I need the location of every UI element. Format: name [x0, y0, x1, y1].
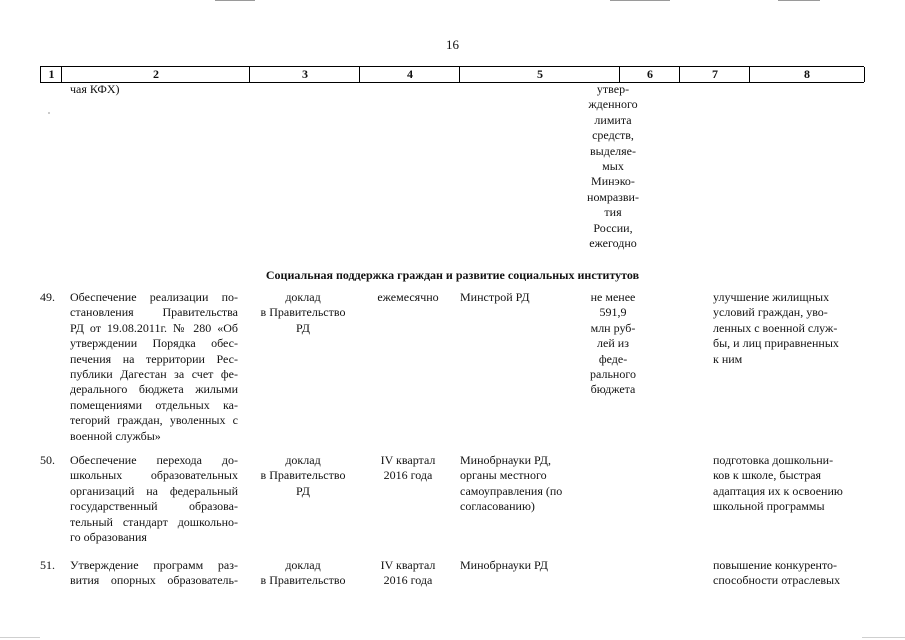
- row-funding: [580, 290, 646, 398]
- responsible-line: Минобрнауки РД,: [460, 453, 551, 467]
- action-line: Обеспечение реализации по-: [70, 290, 238, 304]
- result-line: бы, и лиц приравненных: [713, 336, 839, 351]
- section-title: Социальная поддержка граждан и развитие социальных институтов: [265, 268, 640, 282]
- row-report-form: [250, 453, 356, 499]
- report-line: доклад: [285, 453, 321, 467]
- page-number: 16: [446, 37, 459, 52]
- result-line: к ним: [713, 351, 743, 366]
- funding-line: феде-: [598, 351, 628, 366]
- deadline-line: 2016 года: [383, 468, 433, 483]
- action-line: становления Правительства: [70, 305, 238, 320]
- header-col-5: 5: [459, 67, 620, 82]
- bottom-edge-line-2: [862, 637, 905, 638]
- report-line: доклад: [285, 558, 321, 572]
- responsible-line: самоуправления (по: [460, 483, 563, 498]
- action-line: помещениями отдельных ка-: [70, 397, 238, 412]
- report-line: в Правительство: [260, 573, 346, 588]
- continued-col6-line: ежегодно: [589, 236, 637, 251]
- report-line: в Правительство: [260, 468, 346, 483]
- header-col-2: 2: [61, 67, 250, 82]
- bottom-edge-line-1: [0, 637, 40, 638]
- row-responsible: [460, 453, 585, 515]
- responsible-line: Минстрой РД: [460, 290, 530, 304]
- header-col-6: 6: [619, 67, 680, 82]
- header-col-1: 1: [40, 67, 62, 82]
- row-result: [713, 558, 861, 589]
- report-line: РД: [296, 483, 310, 498]
- header-col-3: 3: [249, 67, 360, 82]
- row-action: [70, 453, 238, 545]
- report-line: доклад: [285, 290, 321, 304]
- continued-col6-line: тия: [604, 205, 622, 220]
- result-line: способности отраслевых: [713, 573, 841, 588]
- row-responsible: [460, 558, 585, 573]
- row-deadline: [366, 558, 450, 589]
- row-report-form: [250, 558, 356, 589]
- action-line: организаций на федеральный: [70, 483, 238, 498]
- result-line: условий граждан, уво-: [713, 305, 828, 320]
- continued-col6-line: средств,: [592, 128, 634, 143]
- row-result: [713, 453, 861, 515]
- action-line: государственный образова-: [70, 499, 238, 514]
- top-edge-line-3: [778, 0, 820, 1]
- row-number: 50.: [40, 453, 55, 467]
- header-col-8: 8: [749, 67, 865, 82]
- action-line: тегорий граждан, уволенных с: [70, 413, 238, 428]
- deadline-line: IV квартал: [380, 558, 436, 572]
- result-line: повышение конкуренто-: [713, 558, 838, 572]
- responsible-line: Минобрнауки РД: [460, 558, 548, 572]
- result-line: подготовка дошкольни-: [713, 453, 834, 467]
- header-col-4: 4: [359, 67, 460, 82]
- row-action: [70, 290, 238, 444]
- continued-col6-line: утвер-: [596, 82, 630, 96]
- row-number: 51.: [40, 558, 55, 572]
- top-edge-line-2: [610, 0, 670, 1]
- row-result: [713, 290, 861, 367]
- action-line: вития опорных образователь-: [70, 573, 238, 588]
- funding-line: лей из: [597, 336, 629, 351]
- row-action: [70, 558, 238, 589]
- action-line: печения на территории Рес-: [70, 351, 238, 366]
- funding-line: рального: [590, 367, 636, 382]
- action-line: го образования: [70, 530, 147, 545]
- action-line: Обеспечение перехода до-: [70, 453, 238, 467]
- row-deadline: [366, 290, 450, 305]
- funding-line: млн руб-: [590, 320, 636, 335]
- action-line: школьных образовательных: [70, 468, 238, 483]
- result-line: адаптация их к освоению: [713, 483, 843, 498]
- continued-col6-line: мых: [602, 159, 624, 174]
- action-line: дерального бюджета жилыми: [70, 382, 238, 397]
- continued-col6: [580, 82, 646, 251]
- action-line: Утверждение программ раз-: [70, 558, 238, 572]
- header-col-7: 7: [679, 67, 750, 82]
- continued-col6-line: жденного: [588, 97, 638, 112]
- continued-col6-line: лимита: [594, 112, 632, 127]
- action-line: тельный стандарт дошкольно-: [70, 514, 238, 529]
- result-line: ленных с военной служ-: [713, 320, 838, 335]
- report-line: РД: [296, 320, 310, 335]
- scan-speck: [48, 112, 50, 114]
- action-line: утверждении Порядка обес-: [70, 336, 238, 351]
- row-deadline: [366, 453, 450, 484]
- report-line: в Правительство: [260, 305, 346, 320]
- continued-col6-line: номразви-: [587, 189, 639, 204]
- deadline-line: ежемесячно: [377, 290, 439, 304]
- continued-col2: чая КФХ): [70, 82, 120, 96]
- funding-line: 591,9: [599, 305, 627, 320]
- continued-col6-line: выделяе-: [590, 143, 636, 158]
- responsible-line: согласованию): [460, 499, 535, 514]
- table-header-row: [40, 66, 864, 83]
- result-line: улучшение жилищных: [713, 290, 830, 304]
- action-line: военной службы»: [70, 428, 161, 443]
- continued-col6-line: Минэко-: [591, 174, 635, 189]
- row-number: 49.: [40, 290, 55, 304]
- responsible-line: органы местного: [460, 468, 547, 483]
- action-line: РД от 19.08.2011г. № 280 «Об: [70, 320, 238, 335]
- funding-line: не менее: [590, 290, 636, 304]
- funding-line: бюджета: [590, 382, 636, 397]
- row-responsible: [460, 290, 585, 305]
- continued-col6-line: России,: [593, 220, 633, 235]
- top-edge-line-1: [215, 0, 255, 1]
- deadline-line: 2016 года: [383, 573, 433, 588]
- result-line: школьной программы: [713, 499, 825, 514]
- row-report-form: [250, 290, 356, 336]
- action-line: публики Дагестан за счет фе-: [70, 367, 238, 382]
- deadline-line: IV квартал: [380, 453, 436, 467]
- result-line: ков к школе, быстрая: [713, 468, 822, 483]
